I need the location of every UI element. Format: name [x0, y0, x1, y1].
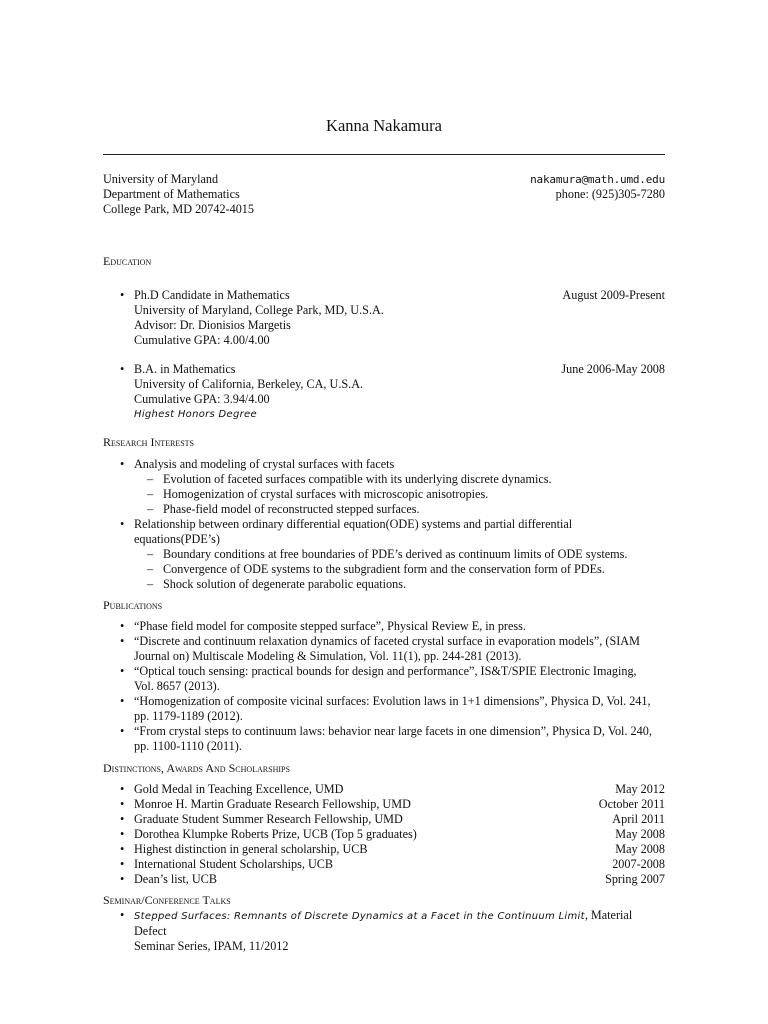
award-name: • International Student Scholarships, UCB [103, 857, 665, 872]
award-date: May 2008 [615, 827, 665, 841]
list-item-text: • Relationship between ordinary differential equation(ODE) systems and partial differential [134, 517, 573, 531]
date-range: August 2009-Present [562, 288, 665, 302]
advisor: Advisor: Dr. Dionisios Margetis [134, 318, 291, 332]
award-date: Spring 2007 [605, 872, 665, 886]
page-title: Kanna Nakamura [326, 116, 442, 135]
section-heading-research: Research Interests [103, 435, 195, 449]
sub-item: – Phase-field model of reconstructed stepped surfaces. [103, 502, 665, 517]
section-heading-talks: Seminar/Conference Talks [103, 893, 231, 907]
address-block [103, 172, 254, 217]
degree-title: • Ph.D Candidate in Mathematics [134, 288, 290, 302]
publication-text: • “Homogenization of composite vicinal surfaces: Evolution laws in 1+1 dimensions”, Physica D, Vol. 241, [134, 694, 651, 708]
publication-text: • “Discrete and continuum relaxation dynamics of faceted crystal surface in evaporation models”, (SIAM [134, 634, 640, 648]
award-item [103, 812, 665, 827]
list-item-text: equations(PDE’s) [134, 532, 220, 546]
publication-item [103, 724, 665, 754]
section-heading-publications: Publications [103, 598, 163, 612]
award-date: April 2011 [612, 812, 665, 826]
award-item [103, 797, 665, 812]
publication-text: Journal on) Multiscale Modeling & Simulation, Vol. 11(1), pp. 244-281 (2013). [134, 649, 522, 663]
sub-item: – Evolution of faceted surfaces compatible with its underlying discrete dynamics. [103, 472, 665, 487]
publication-text: pp. 1100-1110 (2011). [134, 739, 242, 753]
date-range: June 2006-May 2008 [561, 362, 665, 376]
list-item [103, 517, 665, 547]
talk-list [103, 908, 665, 954]
talk-venue-line: Seminar Series, IPAM, 11/2012 [134, 939, 289, 953]
honors-note: Highest Honors Degree [134, 409, 257, 420]
award-name: • Monroe H. Martin Graduate Research Fellowship, UMD [103, 797, 665, 812]
degree-title: • B.A. in Mathematics [134, 362, 236, 376]
institution: University of Maryland, College Park, MD, U.S.A. [134, 303, 384, 317]
publication-text: • “Phase field model for composite stepped surface”, Physical Review E, in press. [134, 619, 526, 633]
publication-text: Vol. 8657 (2013). [134, 679, 220, 693]
talk-title: Stepped Surfaces: Remnants of Discrete Dynamics at a Facet in the Continuum Limit [134, 911, 585, 922]
award-name: • Highest distinction in general scholarship, UCB [103, 842, 665, 857]
award-name: • Graduate Student Summer Research Fellowship, UMD [103, 812, 665, 827]
publication-item [103, 619, 665, 634]
gpa: Cumulative GPA: 4.00/4.00 [134, 333, 270, 347]
award-name: • Dean’s list, UCB [103, 872, 665, 887]
award-date: May 2012 [615, 782, 665, 796]
award-item [103, 857, 665, 872]
contact-block [530, 172, 665, 202]
section-heading-awards: Distinctions, Awards And Scholarships [103, 761, 290, 775]
award-item [103, 827, 665, 842]
award-name: • Gold Medal in Teaching Excellence, UMD [103, 782, 665, 797]
publication-item [103, 694, 665, 724]
award-item [103, 782, 665, 797]
publication-item [103, 634, 665, 664]
sub-item: – Homogenization of crystal surfaces with microscopic anisotropies. [103, 487, 665, 502]
award-item [103, 872, 665, 887]
education-entry [103, 288, 665, 348]
award-item [103, 842, 665, 857]
award-name: • Dorothea Klumpke Roberts Prize, UCB (Top 5 graduates) [103, 827, 665, 842]
address-line: Department of Mathematics [103, 187, 240, 201]
section-heading-education: Education [103, 254, 152, 268]
talk-venue: , Material Defect [134, 908, 633, 938]
talk-item [103, 908, 665, 954]
research-list [103, 457, 665, 592]
education-entry [103, 362, 665, 422]
sub-item: – Boundary conditions at free boundaries of PDE’s derived as continuum limits of ODE systems. [103, 547, 665, 562]
publication-list [103, 619, 665, 754]
sub-item: – Convergence of ODE systems to the subgradient form and the conservation form of PDEs. [103, 562, 665, 577]
header-divider [103, 154, 665, 155]
publication-text: • “Optical touch sensing: practical bounds for design and performance”, IS&T/SPIE Electronic Imaging, [134, 664, 637, 678]
award-date: May 2008 [615, 842, 665, 856]
publication-text: • “From crystal steps to continuum laws: behavior near large facets in one dimension”, Physica D, Vol. 240, [134, 724, 652, 738]
award-date: 2007-2008 [612, 857, 665, 871]
award-list [103, 782, 665, 887]
award-date: October 2011 [598, 797, 665, 811]
gpa: Cumulative GPA: 3.94/4.00 [134, 392, 270, 406]
phone-number: phone: (925)305-7280 [555, 187, 665, 201]
address-line: University of Maryland [103, 172, 219, 186]
institution: University of California, Berkeley, CA, U.S.A. [134, 377, 364, 391]
email-link[interactable]: nakamura@math.umd.edu [530, 173, 665, 186]
list-item: • Analysis and modeling of crystal surfaces with facets [103, 457, 665, 472]
publication-text: pp. 1179-1189 (2012). [134, 709, 243, 723]
sub-item: – Shock solution of degenerate parabolic equations. [103, 577, 665, 592]
publication-item [103, 664, 665, 694]
address-line: College Park, MD 20742-4015 [103, 202, 254, 216]
